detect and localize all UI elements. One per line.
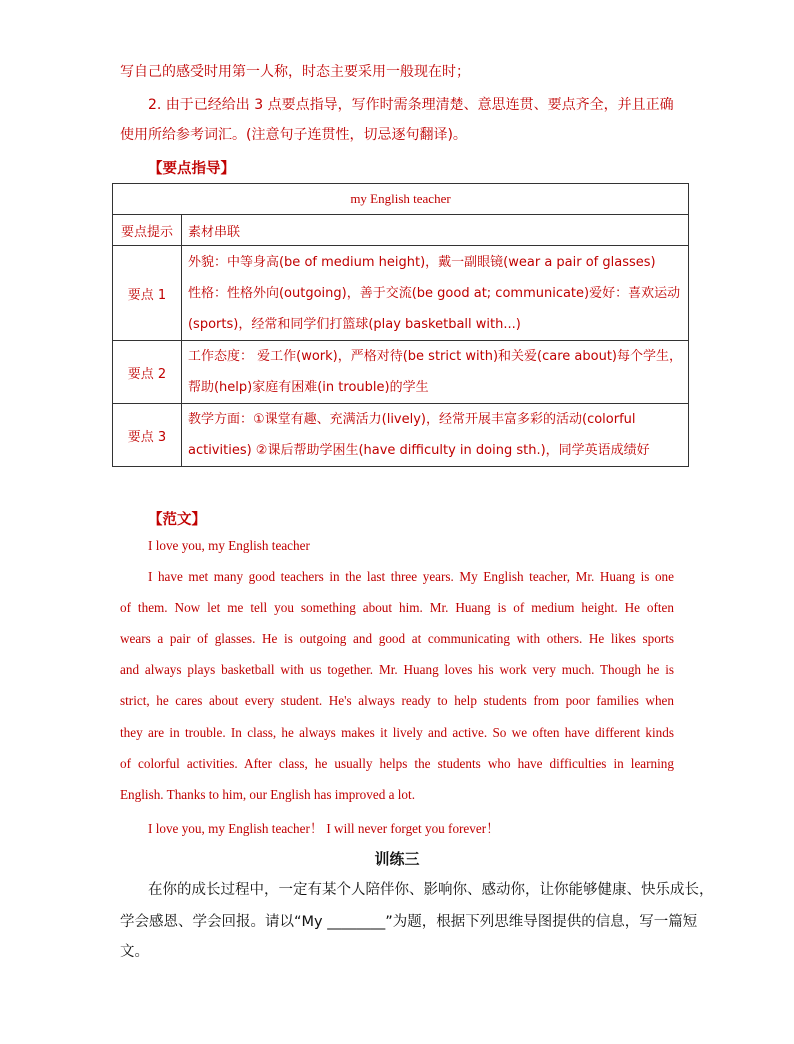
table-row: [113, 404, 689, 467]
essay-title: I love you, my English teacher: [148, 538, 310, 553]
row-line: 性格：性格外向(outgoing)，善于交流(be good at; communicate)爱好：喜欢运动: [187, 285, 681, 301]
row-content: [181, 341, 688, 404]
exercise-title: 训练三: [374, 850, 420, 868]
essay-line: of colorful activities. After class, he usually helps the students who have difficulties in learning: [120, 756, 674, 771]
row-label: 要点 3: [113, 404, 182, 467]
row-line: 外貌：中等身高(be of medium height)，戴一副眼镜(wear a pair of glasses): [187, 254, 656, 270]
essay-line: wears a pair of glasses. He is outgoing and good at communicating with others. He likes sports: [120, 631, 674, 646]
tip-value: 素材串联: [181, 215, 688, 246]
essay-line: of them. Now let me tell you something about him. Mr. Huang is of medium height. He often: [120, 600, 674, 615]
row-line: 工作态度： 爱工作(work)，严格对待(be strict with)和关爱(care about)每个学生，: [187, 349, 682, 364]
intro-line-1: 写自己的感受时用第一人称，时态主要采用一般现在时；: [120, 64, 470, 80]
essay-line: English. Thanks to him, our English has improved a lot.: [120, 787, 415, 802]
row-label: 要点 1: [113, 246, 182, 341]
essay-closing: I love you, my English teacher！ I will never forget you forever！: [148, 821, 500, 836]
row-line: activities) ②课后帮助学困生(have difficulty in doing sth.)，同学英语成绩好: [187, 443, 650, 458]
key-points-table: [112, 183, 689, 467]
intro-line-2: 2. 由于已经给出 3 点要点指导，写作时需条理清楚、意思连贯、要点齐全，并且正确: [148, 97, 674, 113]
sample-heading: 【范文】: [148, 512, 206, 528]
row-content: [181, 246, 688, 341]
exercise-line-2: 学会感恩、学会回报。请以“My ________”为题，根据下列思维导图提供的信息，写一篇短: [120, 914, 698, 930]
table-row: [113, 341, 689, 404]
table-title: my English teacher: [113, 184, 689, 215]
exercise-line-3: 文。: [120, 944, 149, 960]
row-line: (sports)，经常和同学们打篮球(play basketball with...): [187, 316, 521, 332]
essay-line: they are in trouble. In class, he always makes it lively and active. So we often have different kinds: [120, 725, 674, 740]
essay-line: I have met many good teachers in the last three years. My English teacher, Mr. Huang is one: [148, 569, 674, 584]
row-line: 帮助(help)家庭有困难(in trouble)的学生: [187, 380, 429, 395]
essay-line: strict, he cares about every student. He's always ready to help students from poor families when: [120, 693, 674, 708]
tip-label: 要点提示: [113, 215, 182, 246]
intro-line-3: 使用所给参考词汇。(注意句子连贯性，切忌逐句翻译)。: [120, 127, 467, 143]
row-label: 要点 2: [113, 341, 182, 404]
guide-heading: 【要点指导】: [148, 161, 235, 177]
row-line: 教学方面：①课堂有趣、充满活力(lively)，经常开展丰富多彩的活动(colorful: [187, 412, 636, 427]
table-row: [113, 246, 689, 341]
exercise-line-1: 在你的成长过程中，一定有某个人陪伴你、影响你、感动你，让你能够健康、快乐成长，: [148, 882, 714, 898]
essay-line: and always plays basketball with us together. Mr. Huang loves his work very much. Though he is: [120, 662, 674, 677]
row-content: [181, 404, 688, 467]
